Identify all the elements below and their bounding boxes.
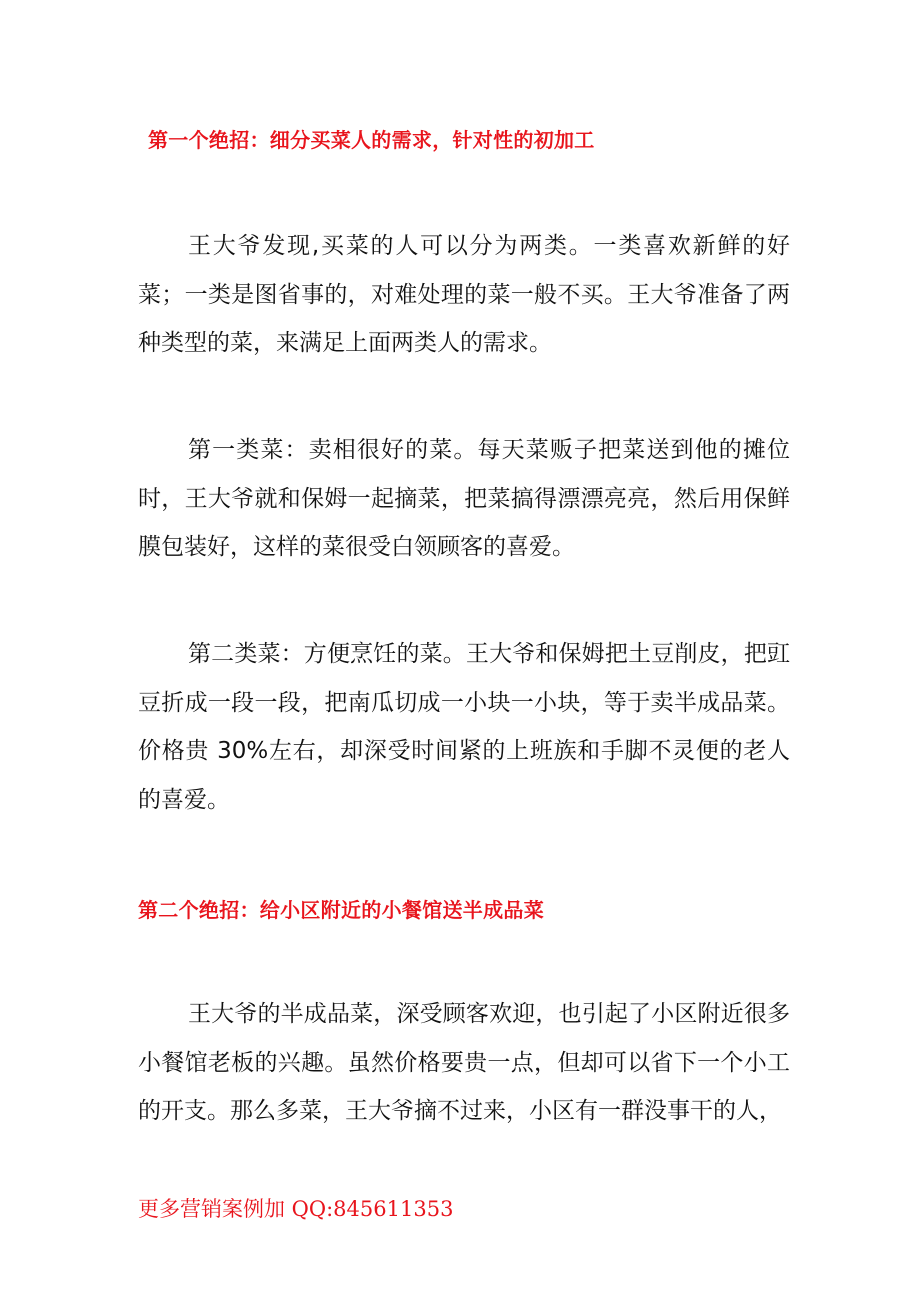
footer-contact: 更多营销案例加 QQ:845611353 [138,1197,454,1221]
paragraph-1: 王大爷发现,买菜的人可以分为两类。一类喜欢新鲜的好菜；一类是图省事的，对难处理的菜一般不买。王大爷准备了两种类型的菜，来满足上面两类人的需求。 [138,233,790,356]
section-heading-2: 第二个绝招：给小区附近的小餐馆送半成品菜 [138,898,544,922]
paragraph-3: 第二类菜：方便烹饪的菜。王大爷和保姆把土豆削皮，把豇豆折成一段一段，把南瓜切成一小块一小块，等于卖半成品菜。价格贵 30%左右，却深受时间紧的上班族和手脚不灵便的老人的喜爱。 [138,641,790,813]
section-heading-1: 第一个绝招：细分买菜人的需求，针对性的初加工 [148,128,595,152]
paragraph-2: 第一类菜：卖相很好的菜。每天菜贩子把菜送到他的摊位时，王大爷就和保姆一起摘菜，把菜搞得漂漂亮亮，然后用保鲜膜包装好，这样的菜很受白领顾客的喜爱。 [138,437,790,560]
paragraph-4: 王大爷的半成品菜，深受顾客欢迎，也引起了小区附近很多小餐馆老板的兴趣。虽然价格要贵一点，但却可以省下一个小工的开支。那么多菜，王大爷摘不过来，小区有一群没事干的人， [138,1001,790,1124]
